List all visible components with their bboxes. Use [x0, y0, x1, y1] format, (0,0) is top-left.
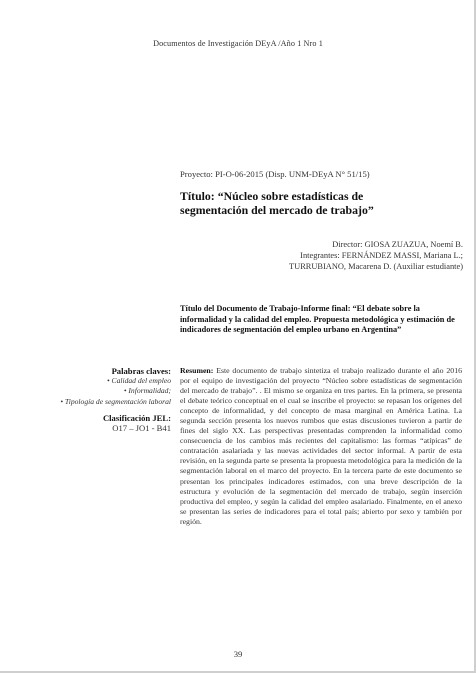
page-number: 39: [233, 649, 243, 659]
abstract-text: Este documento de trabajo sintetiza el trabajo realizado durante el año 2016 por el equipo de investigación del proyecto “Núcleo sobre estadísticas de segmentación del mercado de trabajo”. . El mismo se organiza en tres partes. En la primera, se presenta el debate teórico conceptual en el cual se inscribe el proyecto: se repasan los orígenes del concepto de informalidad, y del concepto de masa marginal en América Latina. La segunda sección presenta los nuevos rumbos que estas discusiones tuvieron a partir de fines del siglo XX. Las perspectivas presentadas comprenden la informalidad como consecuencia de los cambios más recientes del capitalismo: las formas “atípicas” de contratación asalariada y las nuevas actividades del sector informal. A partir de esta revisión, en la segunda parte se presenta la propuesta metodológica para la medición de la segmentación laboral en el marco del proyecto. En la tercera parte de este documento se presentan los principales indicadores estimados, con una breve descripción de la estructura y evolución de la segmentación del mercado de trabajo, según inserción productiva del empleo, y según la calidad del empleo asalariado. Finalmente, en el anexo se presentan las series de indicadores para el total país; abierto por sexo y también por región.: [180, 366, 462, 526]
sidebar-metadata: [1, 366, 171, 433]
title-line-2: segmentación del mercado de trabajo”: [180, 203, 374, 217]
jel-heading: Clasificación JEL:: [102, 412, 171, 423]
keywords-heading: Palabras claves:: [111, 366, 171, 376]
keyword-item: • Calidad del empleo: [106, 376, 171, 386]
keyword-item: • Informalidad;: [123, 386, 171, 396]
integrantes-cont: TURRUBIANO, Macarena D. (Auxiliar estudiante): [289, 262, 463, 271]
abstract-lead: Resumen:: [180, 366, 214, 375]
running-head: Documentos de Investigación DEyA /Año 1 Nro 1: [153, 39, 323, 48]
document-title: [180, 189, 440, 217]
title-line-1: Título: “Núcleo sobre estadísticas de: [180, 189, 364, 203]
project-line: Proyecto: PI-O-06-2015 (Disp. UNM-DEyA N° 51/15): [180, 169, 370, 179]
keyword-item: • Tipología de segmentación laboral: [60, 396, 171, 406]
team-block: [203, 239, 463, 272]
final-document-title: Título del Documento de Trabajo-Informe final: “El debate sobre la informalidad y la calidad del empleo. Propuesta metodológica y estimación de indicadores de segmentación del empleo urbano en Argentina”: [180, 304, 455, 335]
abstract: [180, 366, 462, 527]
director: Director: GIOSA ZUAZUA, Noemí B.: [332, 240, 463, 249]
integrantes: Integrantes: FERNÁNDEZ MASSI, Mariana L.;: [300, 251, 463, 260]
jel-codes: O17 – JO1 - B41: [112, 423, 171, 434]
